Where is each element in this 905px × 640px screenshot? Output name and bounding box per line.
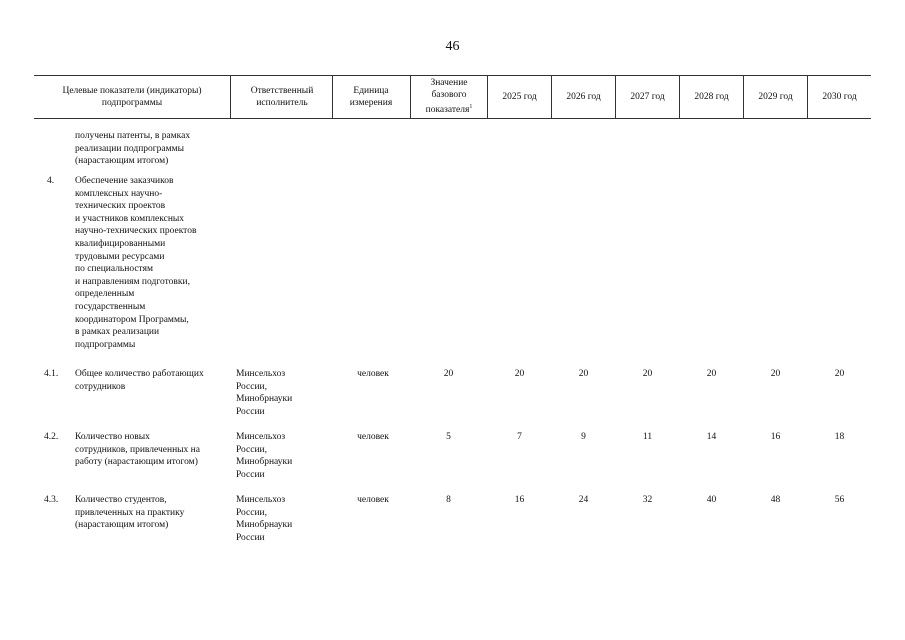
row-indicator-name: Количество новых сотрудников, привлеченных на работу (нарастающим итогом) — [75, 432, 200, 468]
row-unit: человек — [357, 432, 389, 442]
row-base-value: 5 — [446, 432, 451, 442]
header-indicators: Целевые показатели (индикаторы) подпрограммы — [62, 85, 202, 108]
row-indicator-name: Общее количество работающих сотрудников — [75, 369, 204, 392]
header-bottom-rule — [34, 118, 871, 119]
row-indicator-name: Обеспечение заказчиков комплексных научно- технических проектов и участников комплексных научно-технических проектов квалифицированными трудовыми ресурсами по специальностям и направлениям подготовки, определенным государственным координатором Программы, в рамках реализации подпрограммы — [75, 176, 197, 350]
header-year-2030: 2030 год — [822, 91, 857, 102]
row-value-2029: 48 — [770, 495, 781, 505]
row-value-2027: 32 — [642, 495, 653, 505]
row-indicator-name: получены патенты, в рамках реализации подпрограммы (нарастающим итогом) — [75, 131, 191, 167]
header-year-2027: 2027 год — [630, 91, 665, 102]
row-indicator-name: Количество студентов, привлеченных на практику (нарастающим итогом) — [75, 495, 185, 531]
row-value-2029: 20 — [770, 369, 781, 379]
header-unit: Единица измерения — [349, 85, 393, 108]
header-year-2028: 2028 год — [694, 91, 729, 102]
row-number: 4.3. — [44, 495, 59, 505]
row-value-2027: 11 — [642, 432, 653, 442]
header-divider — [410, 75, 411, 118]
row-value-2027: 20 — [642, 369, 653, 379]
row-value-2026: 24 — [578, 495, 589, 505]
row-executor: Минсельхоз России, Минобрнауки России — [236, 495, 293, 543]
header-year-2025: 2025 год — [502, 91, 537, 102]
row-value-2026: 20 — [578, 369, 589, 379]
row-value-2025: 16 — [514, 495, 525, 505]
row-executor: Минсельхоз России, Минобрнауки России — [236, 432, 293, 480]
header-year-2026: 2026 год — [566, 91, 601, 102]
row-value-2026: 9 — [581, 432, 586, 442]
header-divider — [332, 75, 333, 118]
header-executor: Ответственный исполнитель — [250, 85, 314, 108]
footnote-mark: 1 — [469, 103, 473, 110]
row-executor: Минсельхоз России, Минобрнауки России — [236, 369, 293, 417]
row-value-2030: 56 — [834, 495, 845, 505]
header-base-value-label: Значение базового показателя — [425, 77, 470, 116]
row-number: 4.2. — [44, 432, 59, 442]
row-value-2025: 20 — [514, 369, 525, 379]
row-value-2028: 20 — [706, 369, 717, 379]
header-base-value — [414, 75, 484, 118]
row-value-2028: 14 — [706, 432, 717, 442]
row-number: 4. — [47, 176, 55, 186]
row-value-2030: 20 — [834, 369, 845, 379]
page-number: 46 — [445, 39, 460, 54]
row-number: 4.1. — [44, 369, 59, 379]
row-unit: человек — [357, 369, 389, 379]
row-value-2029: 16 — [770, 432, 781, 442]
row-base-value: 20 — [443, 369, 454, 379]
row-base-value: 8 — [446, 495, 451, 505]
row-value-2028: 40 — [706, 495, 717, 505]
header-year-2029: 2029 год — [758, 91, 793, 102]
row-unit: человек — [357, 495, 389, 505]
row-value-2025: 7 — [517, 432, 522, 442]
header-divider — [230, 75, 231, 118]
row-value-2030: 18 — [834, 432, 845, 442]
